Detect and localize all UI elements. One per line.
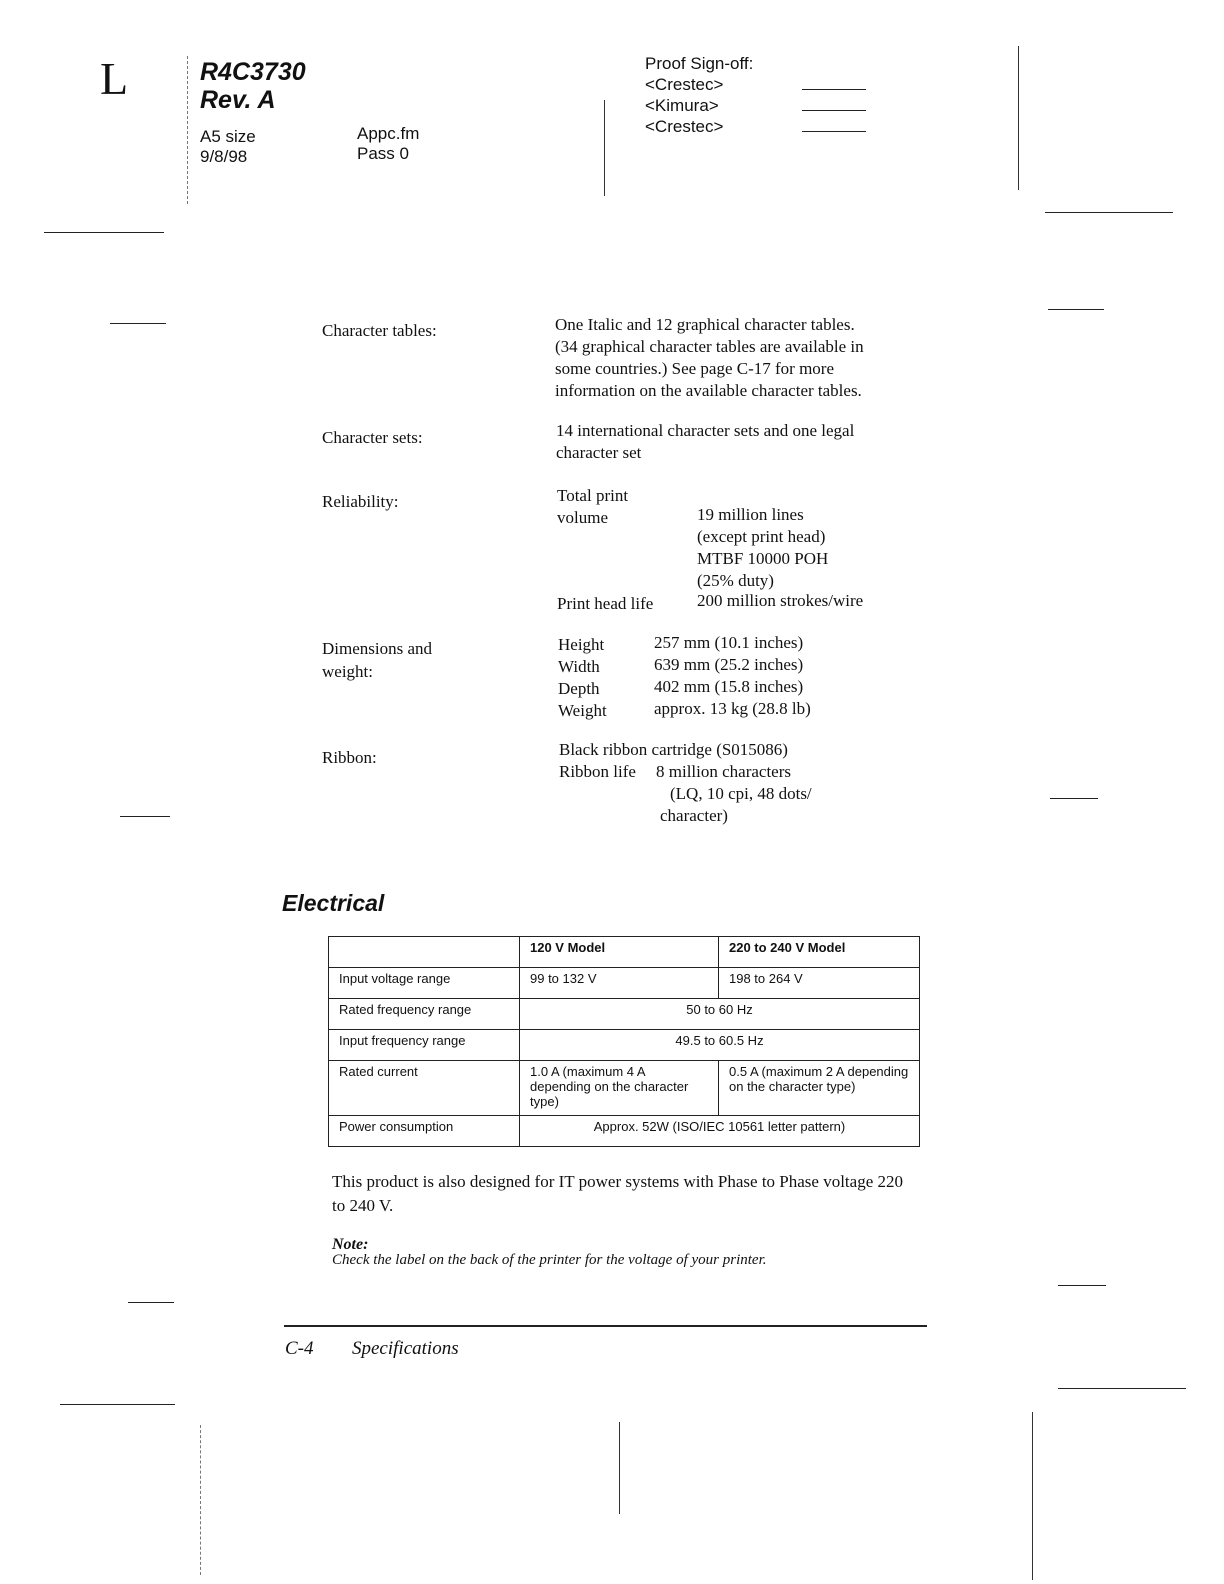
file-pass-block: [357, 124, 419, 164]
table-cell: 99 to 132 V: [520, 968, 719, 999]
section-heading-electrical: Electrical: [282, 890, 385, 916]
crop-mark: [1050, 798, 1098, 799]
ribbon-life-label: Ribbon life: [559, 762, 636, 781]
proof-name: <Crestec>: [645, 117, 724, 136]
table-row: [329, 1061, 920, 1116]
spec-line: character set: [556, 443, 642, 462]
dimension-name: Height: [558, 635, 605, 654]
proof-divider-right: [1018, 46, 1019, 190]
table-row: [329, 968, 920, 999]
table-cell: Input frequency range: [329, 1030, 520, 1061]
table-cell: 198 to 264 V: [719, 968, 920, 999]
proof-signoff: [645, 53, 753, 137]
signoff-line: [802, 89, 866, 90]
page-number: C-4: [285, 1338, 314, 1359]
spec-line: (34 graphical character tables are available in: [555, 337, 864, 356]
electrical-table: [328, 936, 920, 1147]
crop-mark: [1032, 1412, 1033, 1580]
crop-mark: [44, 232, 164, 233]
dimension-value: 257 mm (10.1 inches): [654, 633, 804, 652]
spec-line: some countries.) See page C-17 for more: [555, 359, 834, 378]
file-name: Appc.fm: [357, 124, 420, 143]
crop-mark: [120, 816, 170, 817]
body-paragraph: This product is also designed for IT power systems with Phase to Phase voltage 220 to 240 V.: [332, 1172, 903, 1215]
table-cell: Input voltage range: [329, 968, 520, 999]
pass-number: Pass 0: [357, 144, 409, 163]
spec-line: 14 international character sets and one legal: [556, 421, 855, 440]
spec-line: information on the available character tables.: [555, 381, 862, 400]
crop-mark: [200, 1425, 201, 1575]
table-header-cell: 120 V Model: [520, 937, 719, 968]
section-name: Specifications: [352, 1338, 459, 1359]
proof-title: Proof Sign-off:: [645, 54, 754, 73]
reliability-head-value: 200 million strokes/wire: [697, 591, 864, 610]
spec-line: (except print head): [697, 527, 826, 546]
corner-letter: L: [100, 53, 129, 104]
dimension-value: 402 mm (15.8 inches): [654, 677, 804, 696]
dimension-name: Weight: [558, 701, 607, 720]
proof-name: <Kimura>: [645, 96, 719, 115]
ribbon-cartridge: Black ribbon cartridge (S015086): [559, 740, 788, 759]
table-cell: Rated frequency range: [329, 999, 520, 1030]
footer-rule: [284, 1325, 927, 1327]
spec-line: (LQ, 10 cpi, 48 dots/: [670, 784, 812, 803]
spec-label-ribbon: Ribbon:: [322, 748, 377, 767]
table-cell: 0.5 A (maximum 2 A depending on the character type): [719, 1061, 920, 1116]
table-cell: 49.5 to 60.5 Hz: [520, 1030, 920, 1061]
dimension-name: Width: [558, 657, 600, 676]
crop-mark: [1045, 212, 1173, 213]
crop-mark: [1058, 1388, 1186, 1389]
note-heading: Note:: [332, 1236, 369, 1253]
dimension-value: 639 mm (25.2 inches): [654, 655, 804, 674]
spec-label-dimensions: [322, 637, 432, 683]
signoff-line: [802, 131, 866, 132]
doc-date: 9/8/98: [200, 147, 248, 166]
table-header-cell: 220 to 240 V Model: [719, 937, 920, 968]
dimension-name: Depth: [558, 679, 600, 698]
reliability-volume-label: [557, 485, 628, 529]
table-cell: 50 to 60 Hz: [520, 999, 920, 1030]
table-row: [329, 1116, 920, 1147]
spec-label-character-tables: Character tables:: [322, 321, 437, 340]
reliability-volume-values: [697, 504, 828, 592]
spec-line: MTBF 10000 POH: [697, 549, 829, 568]
document-code-block: [200, 58, 306, 114]
spec-value-character-tables: [555, 314, 864, 402]
note-text: Check the label on the back of the printer for the voltage of your printer.: [332, 1252, 767, 1268]
crop-mark: [1048, 309, 1104, 310]
reliability-head-label: Print head life: [557, 594, 654, 613]
spec-label-character-sets: Character sets:: [322, 428, 423, 447]
spec-line: weight:: [322, 662, 373, 681]
table-cell: 1.0 A (maximum 4 A depending on the character type): [520, 1061, 719, 1116]
size-date-block: [200, 127, 256, 167]
table-row: [329, 1030, 920, 1061]
header-divider: [187, 56, 188, 204]
page-size: A5 size: [200, 127, 256, 146]
signoff-line: [802, 110, 866, 111]
dimension-value: approx. 13 kg (28.8 lb): [654, 699, 811, 718]
crop-mark: [110, 323, 166, 324]
crop-mark: [128, 1302, 174, 1303]
dimensions-values: [654, 632, 811, 720]
table-header-cell: [329, 937, 520, 968]
spec-line: (25% duty): [697, 571, 774, 590]
spec-label-reliability: Reliability:: [322, 492, 399, 511]
spec-value-character-sets: [556, 420, 854, 464]
spec-line: Total print: [557, 486, 629, 505]
crop-mark: [1058, 1285, 1106, 1286]
table-cell: Power consumption: [329, 1116, 520, 1147]
spec-line: 19 million lines: [697, 505, 804, 524]
spec-line: One Italic and 12 graphical character tables.: [555, 315, 855, 334]
spec-line: character): [660, 806, 728, 825]
document-code: R4C3730: [200, 58, 306, 86]
crop-mark: [619, 1422, 620, 1514]
spec-line: 8 million characters: [656, 762, 792, 781]
proof-divider-left: [604, 100, 605, 196]
table-header-row: [329, 937, 920, 968]
revision: Rev. A: [200, 86, 276, 114]
dimensions-names: [558, 634, 607, 722]
table-cell: Rated current: [329, 1061, 520, 1116]
table-row: [329, 999, 920, 1030]
ribbon-life-values: [656, 761, 812, 827]
spec-line: Dimensions and: [322, 639, 433, 658]
table-cell: Approx. 52W (ISO/IEC 10561 letter pattern): [520, 1116, 920, 1147]
spec-line: volume: [557, 508, 608, 527]
proof-name: <Crestec>: [645, 75, 724, 94]
crop-mark: [60, 1404, 175, 1405]
